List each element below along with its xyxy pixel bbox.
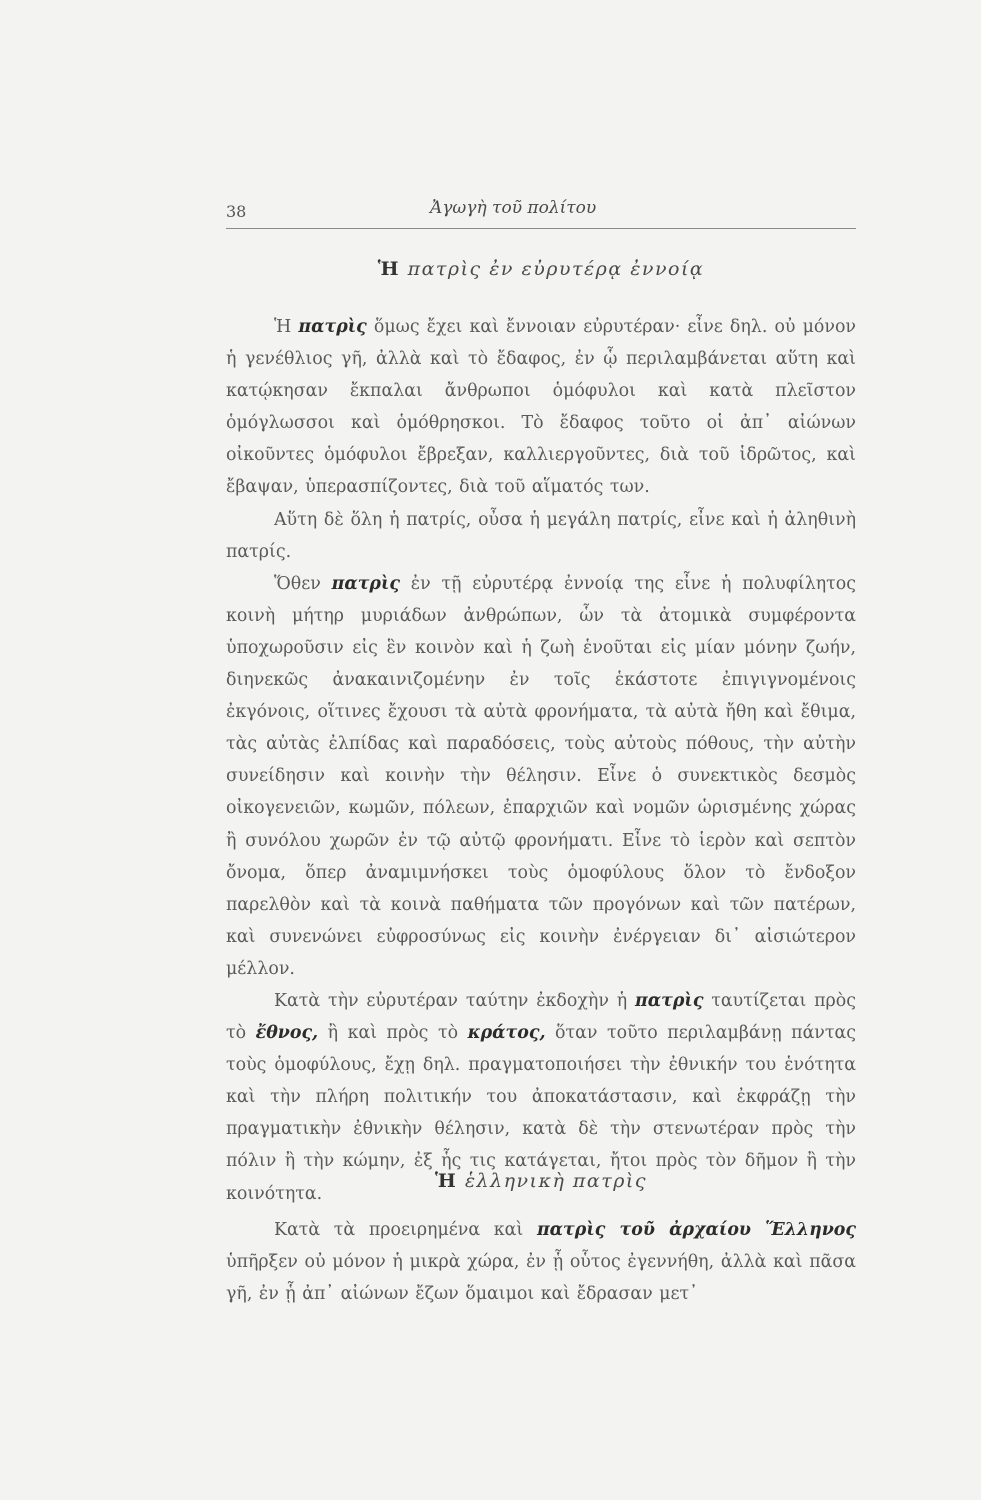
section-heading-greek-homeland <box>226 1170 856 1192</box>
text-run: Κατὰ τὰ προειρημένα καὶ <box>274 1220 537 1240</box>
page-number: 38 <box>226 202 247 221</box>
paragraph <box>226 1214 856 1310</box>
emphasized-term: ἔθνος, <box>255 1023 319 1044</box>
text-run: ἢ καὶ πρὸς τὸ <box>318 1023 468 1044</box>
text-run: ταυτίζεται πρὸς τὸ <box>226 990 856 1044</box>
emphasized-term: πατρὶς <box>635 990 704 1011</box>
section-body-broader-sense <box>226 311 856 1210</box>
running-head <box>226 196 856 226</box>
heading-text: ἑλληνικὴ πατρὶς <box>457 1170 647 1192</box>
text-run: ἐν τῇ εὐρυτέρᾳ ἐννοίᾳ της εἶνε ἡ πολυφίλητος κοινὴ μήτηρ μυριάδων ἀνθρώπων, ὧν τὰ ἀτομικὰ συμφέροντα ὑποχωροῦσιν εἰς ἓν κοινὸν καὶ ἡ ζωὴ ἑνοῦται εἰς μίαν μόνην ζωήν, διηνεκῶς ἀνακαινιζομένην ἐν τοῖς ἑκάστοτε ἐπιγιγνομένοις ἐκγόνοις, οἵτινες ἔχουσι τὰ αὐτὰ φρονήματα, τὰ αὐτὰ ἤθη καὶ ἔθιμα, τὰς αὐτὰς ἐλπίδας καὶ παραδόσεις, τοὺς αὐτοὺς πόθους, τὴν αὐτὴν συνείδησιν καὶ κοινὴν τὴν θέλησιν. Εἶνε ὁ συνεκτικὸς δεσμὸς οἰκογενειῶν, κωμῶν, πόλεων, ἐπαρχιῶν καὶ νομῶν ὡρισμένης χώρας ἢ συνόλου χωρῶν ἐν τῷ αὐτῷ φρονήματι. Εἶνε τὸ ἱερὸν καὶ σεπτὸν ὄνομα, ὅπερ ἀναμιμνήσκει τοὺς ὁμοφύλους ὅλον τὸ ἔνδοξον παρελθὸν καὶ τὰ κοινὰ παθήματα τῶν προγόνων καὶ τῶν πατέρων, καὶ συνενώνει εὐφροσύνως εἰς κοινὴν ἐνέργειαν δι᾽ αἰσιώτερον μέλλον. <box>226 573 856 979</box>
text-run: ὅταν τοῦτο περιλαμβάνῃ πάντας τοὺς ὁμοφύλους, ἔχῃ δηλ. πραγματοποιήσει τὴν ἐθνικήν του ἑνότητα καὶ τὴν πλήρη πολιτικήν του ἀποκατάστασιν, καὶ ἐκφράζῃ τὴν πραγματικὴν ἐθνικὴν θέλησιν, κατὰ δὲ τὴν στενωτέραν πρὸς τὴν πόλιν ἢ τὴν κώμην, ἐξ ἧς τις κατάγεται, ἤτοι πρὸς τὸν δῆμον ἢ τὴν κοινότητα. <box>226 1023 856 1204</box>
paragraph <box>226 568 856 985</box>
text-run: ὅμως ἔχει καὶ ἔννοιαν εὐρυτέραν· εἶνε δηλ. οὐ μόνον ἡ γενέθλιος γῆ, ἀλλὰ καὶ τὸ ἔδαφος, ἐν ᾧ περιλαμβάνεται αὕτη καὶ κατῴκησαν ἔκπαλαι ἄνθρωποι ὁμόφυλοι καὶ κατὰ πλεῖστον ὁμόγλωσσοι καὶ ὁμόθρησκοι. Τὸ ἔδαφος τοῦτο οἱ ἀπ᾽ αἰώνων οἰκοῦντες ὁμόφυλοι ἔβρεξαν, καλλιεργοῦντες, διὰ τοῦ ἱδρῶτος, καὶ ἔβαψαν, ὑπερασπίζοντες, διὰ τοῦ αἵματός των. <box>226 317 856 498</box>
text-run: Αὕτη δὲ ὅλη ἡ πατρίς, οὖσα ἡ μεγάλη πατρίς, εἶνε καὶ ἡ ἀληθινὴ πατρίς. <box>226 509 856 562</box>
text-run: Ἡ <box>274 317 299 337</box>
text-run: ὑπῆρξεν οὐ μόνον ἡ μικρὰ χώρα, ἐν ᾗ οὗτος ἐγεννήθη, ἀλλὰ καὶ πᾶσα γῆ, ἐν ᾗ ἀπ᾽ αἰώνων ἔζων ὅμαιμοι καὶ ἔδρασαν μετ᾽ <box>226 1252 856 1305</box>
paragraph <box>226 311 856 504</box>
section-body-greek-homeland <box>226 1214 856 1310</box>
emphasized-term: πατρὶς <box>298 317 367 337</box>
header-rule <box>226 228 856 229</box>
text-run: Ὅθεν <box>274 573 332 594</box>
emphasized-term: πατρὶς <box>331 573 400 594</box>
emphasized-term: πατρὶς τοῦ ἀρχαίου Ἕλληνος <box>536 1220 856 1240</box>
heading-text: πατρὶς ἐν εὐρυτέρᾳ ἐννοίᾳ <box>400 258 705 280</box>
emphasized-term: κράτος, <box>467 1023 546 1044</box>
running-title: Ἀγωγὴ τοῦ πολίτου <box>430 198 597 218</box>
heading-prefix: Ἡ <box>377 258 401 280</box>
section-heading-broader-sense <box>226 258 856 280</box>
heading-prefix: Ἡ <box>435 1170 458 1192</box>
paragraph <box>226 504 856 568</box>
text-run: Κατὰ τὴν εὐρυτέραν ταύτην ἐκδοχὴν ἡ <box>274 990 636 1011</box>
